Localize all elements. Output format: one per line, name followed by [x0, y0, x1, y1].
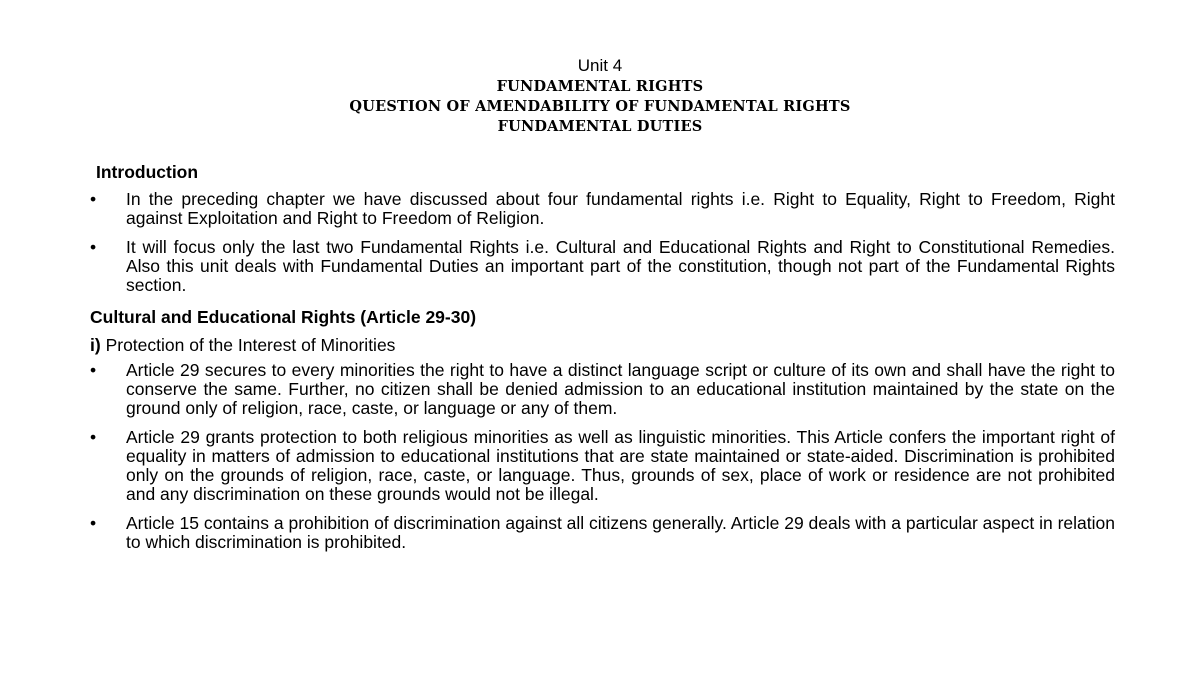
introduction-list [90, 190, 1115, 295]
title-amendability: QUESTION OF AMENDABILITY OF FUNDAMENTAL RIGHTS [349, 98, 851, 115]
document-body [90, 160, 1115, 562]
bullet-icon: • [90, 189, 97, 209]
section-heading: Cultural and Educational Rights (Article 29-30) [90, 307, 477, 327]
title-fundamental-rights: FUNDAMENTAL RIGHTS [496, 78, 704, 95]
list-item [90, 361, 1115, 418]
subsection-heading [90, 333, 1115, 357]
list-item [90, 514, 1115, 552]
subsection-text: Protection of the Interest of Minorities [100, 335, 396, 355]
bullet-text: Article 15 contains a prohibition of discrimination against all citizens generally. Article 29 deals with a particular aspect in relation to which discrimination is prohibited. [126, 513, 1115, 552]
subsection-marker: i) [90, 335, 101, 355]
bullet-icon: • [90, 360, 97, 380]
bullet-icon: • [90, 513, 97, 533]
list-item [90, 238, 1115, 295]
title-fundamental-duties: FUNDAMENTAL DUTIES [497, 118, 703, 135]
bullet-icon: • [90, 427, 97, 447]
page-header [0, 55, 1200, 137]
unit-label: Unit 4 [577, 56, 623, 75]
bullet-text: In the preceding chapter we have discussed about four fundamental rights i.e. Right to Equality, Right to Freedom, Right against Exploitation and Right to Freedom of Religion. [126, 189, 1115, 228]
list-item [90, 428, 1115, 504]
list-item [90, 190, 1115, 228]
bullet-icon: • [90, 237, 97, 257]
bullet-text: Article 29 grants protection to both religious minorities as well as linguistic minorities. This Article confers the important right of equality in matters of admission to educational institutions that are state maintained or state-aided. Discrimination is prohibited only on the grounds of religion, race, caste, or language. Thus, grounds of sex, place of work or residence are not prohibited and any discrimination on these grounds would not be illegal. [126, 427, 1115, 504]
bullet-text: Article 29 secures to every minorities the right to have a distinct language script or culture of its own and shall have the right to conserve the same. Further, no citizen shall be denied admission to an educational institution maintained by the state on the ground only of religion, race, caste, or language or any of them. [126, 360, 1115, 418]
introduction-heading: Introduction [96, 162, 199, 182]
section-list [90, 361, 1115, 552]
bullet-text: It will focus only the last two Fundamental Rights i.e. Cultural and Educational Rights and Right to Constitutional Remedies. Also this unit deals with Fundamental Duties an important part of the constitution, though not part of the Fundamental Rights section. [126, 237, 1115, 295]
